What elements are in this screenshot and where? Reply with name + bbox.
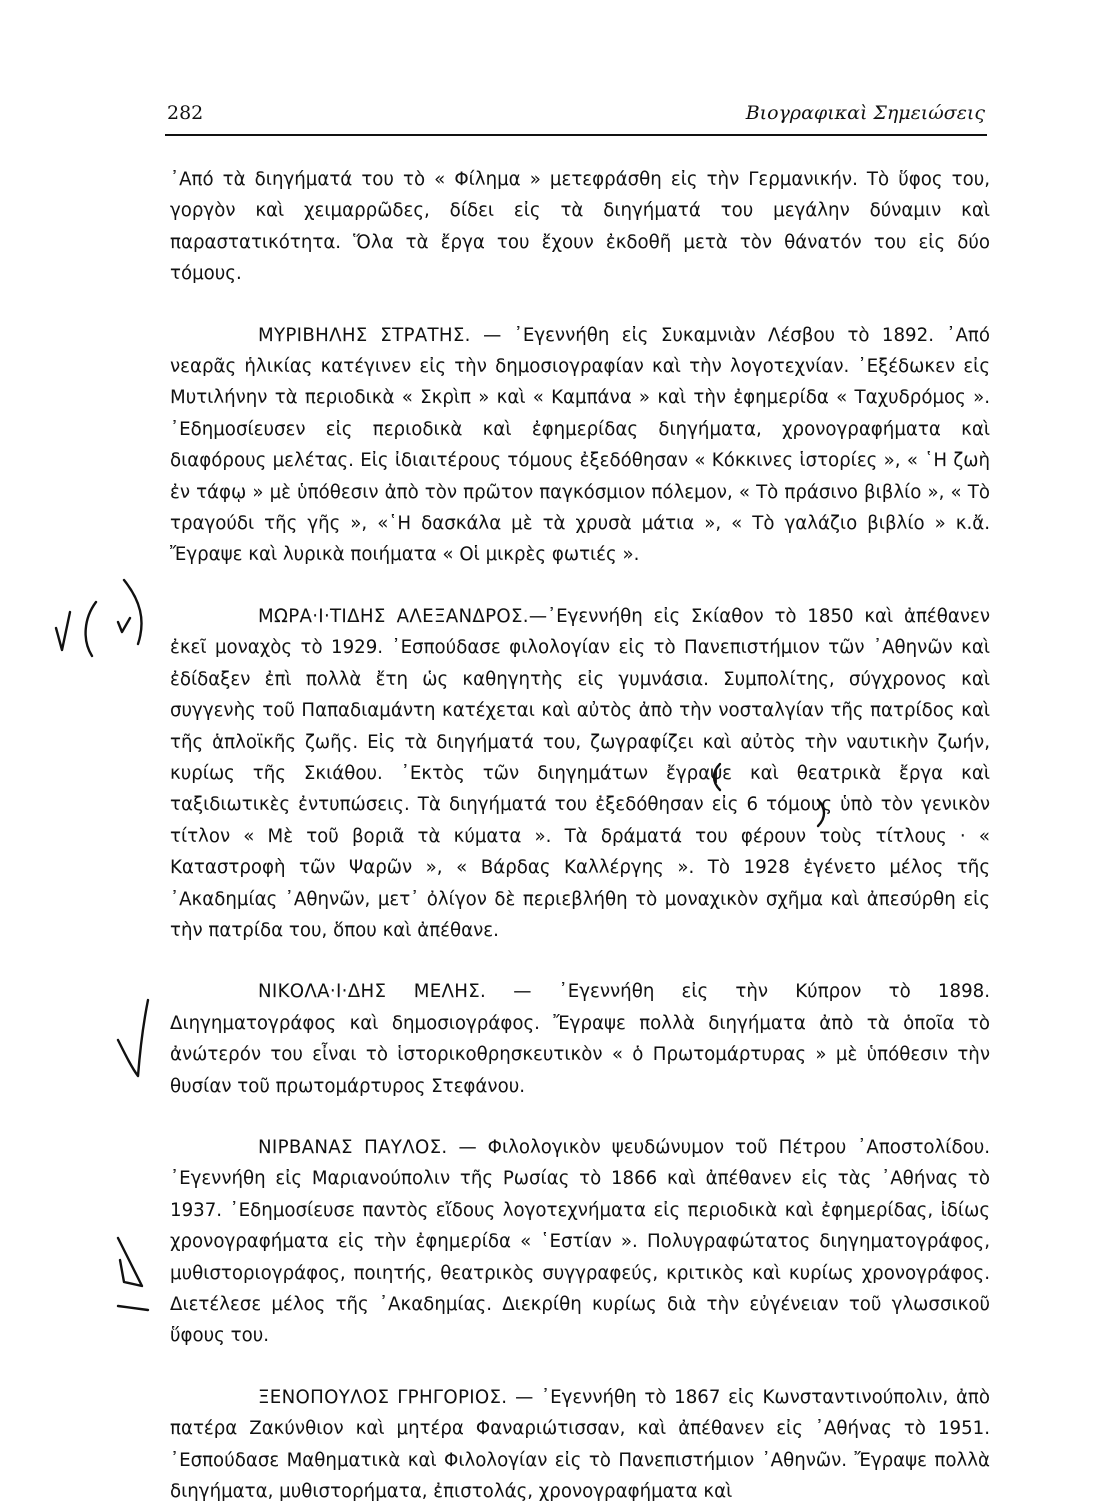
entry-name: ΝΙΚΟΛΑ·Ι·ΔΗΣ ΜΕΛΗΣ. bbox=[258, 981, 487, 1003]
entry-text: — Φιλολογικὸν ψευδώνυμον τοῦ Πέτρου ᾿Αποστολίδου. ᾿Εγεννήθη εἰς Μαριανούπολιν τῆς Ρωσίας τὸ 1866 καὶ ἀπέθανεν εἰς τὰς ᾿Αθήνας τὸ 1937. ᾿Εδημοσίευσε παντὸς εἴδους λογοτεχνήματα εἰς περιοδικὰ καὶ ἐφημερίδας, ἰδίως χρονογραφήματα εἰς τὴν ἐφημερίδα « ῾Εστίαν ». Πολυγραφώτατος διηγηματογράφος, μυθιστοριογράφος, ποιητής, θεατρικὸς συγγραφεύς, κριτικὸς καὶ κυρίως χρονογράφος. Διετέλεσε μέλος τῆς ᾿Ακαδημίας. Διεκρίθη κυρίως διὰ τὴν εὐγένειαν τοῦ γλωσσικοῦ ὕφους του. bbox=[170, 1136, 991, 1347]
entry-moraitidis bbox=[170, 601, 990, 946]
entry-text: — ᾿Εγεννήθη τὸ 1867 εἰς Κωνσταντινούπολιν, ἀπὸ πατέρα Ζακύνθιον καὶ μητέρα Φαναριώτισσαν, καὶ ἀπέθανεν εἰς ᾿Αθήνας τὸ 1951. ᾿Εσπούδασε Μαθηματικὰ καὶ Φιλολογίαν εἰς τὸ Πανεπιστήμιον ᾿Αθηνῶν. Ἔγραψε πολλὰ διηγήματα, μυθιστορήματα, ἐπιστολάς, χρονογραφήματα καὶ bbox=[170, 1386, 991, 1503]
checkmark-nirvanas bbox=[118, 1000, 148, 1076]
margin-stroke-xenopoulos bbox=[118, 1306, 148, 1310]
checkmark-xenopoulos bbox=[118, 1238, 142, 1286]
entry-myrivilis bbox=[170, 320, 990, 571]
continuation-paragraph: ᾿Από τὰ διηγήματά του τὸ « Φίλημα » μετεφράσθη εἰς τὴν Γερμανικήν. Τὸ ὕφος του, γοργὸν καὶ χειμαρρῶδες, δίδει εἰς τὰ διηγήματά του μεγάλην δύναμιν καὶ παραστατικότητα. Ὅλα τὰ ἔργα του ἔχουν ἐκδοθῆ μετὰ τὸν θάνατόν του εἰς δύο τόμους. bbox=[170, 169, 990, 285]
body-text bbox=[170, 164, 990, 1507]
bracket-right bbox=[124, 580, 142, 644]
entry-name: ΜΥΡΙΒΗΛΗΣ ΣΤΡΑΤΗΣ. bbox=[258, 324, 471, 346]
entry-name: ΝΙΡΒΑΝΑΣ ΠΑΥΛΟΣ. bbox=[258, 1136, 448, 1158]
entry-name: ΞΕΝΟΠΟΥΛΟΣ ΓΡΗΓΟΡΙΟΣ. bbox=[258, 1386, 508, 1408]
bracket-left bbox=[86, 602, 96, 656]
page-number: 282 bbox=[167, 102, 204, 124]
page-header bbox=[165, 100, 987, 136]
entry-text: — ᾿Εγεννήθη εἰς Συκαμνιὰν Λέσβου τὸ 1892. ᾿Από νεαρᾶς ἡλικίας κατέγινεν εἰς τὴν δημοσιογραφίαν καὶ τὴν λογοτεχνίαν. ᾿Εξέδωκεν εἰς Μυτιλήνην τὰ περιοδικὰ « Σκρὶπ » καὶ « Καμπάνα » καὶ τὴν ἐφημερίδα « Ταχυδρόμος ». ᾿Εδημοσίευσεν εἰς περιοδικὰ καὶ ἐφημερίδας διηγήματα, χρονογραφήματα καὶ διαφόρους μελέτας. Εἰς ἰδιαιτέρους τόμους ἐξεδόθησαν « Κόκκινες ἱστορίες », « ῾Η ζωὴ ἐν τάφῳ » μὲ ὑπόθεσιν ἀπὸ τὸν πρῶτον παγκόσμιον πόλεμον, « Τὸ πράσινο βιβλίο », « Τὸ τραγούδι τῆς γῆς », «῾Η δασκάλα μὲ τὰ χρυσὰ μάτια », « Τὸ γαλάζιο βιβλίο » κ.ἄ. Ἔγραψε καὶ λυρικὰ ποιήματα « Οἱ μικρὲς φωτιές ». bbox=[170, 324, 990, 566]
bracket-tick bbox=[118, 618, 130, 632]
entry-text: —᾿Εγεννήθη εἰς Σκίαθον τὸ 1850 καὶ ἀπέθανεν ἐκεῖ μοναχὸς τὸ 1929. ᾿Εσπούδασε φιλολογίαν εἰς τὸ Πανεπιστήμιον τῶν ᾿Αθηνῶν καὶ ἐδίδαξεν ἐπὶ πολλὰ ἔτη ὡς καθηγητὴς εἰς γυμνάσια. Συμπολίτης, σύγχρονος καὶ συγγενὴς τοῦ Παπαδιαμάντη κατέχεται καὶ αὐτὸς ἀπὸ τὴν νοσταλγίαν τῆς πατρίδος καὶ τῆς ἁπλοϊκῆς ζωῆς. Εἰς τὰ διηγήματά του, ζωγραφίζει καὶ αὐτὸς τὴν ναυτικὴν ζωήν, κυρίως τῆς Σκιάθου. ᾿Εκτὸς τῶν διηγημάτων ἔγραψε καὶ θεατρικὰ ἔργα καὶ ταξιδιωτικὲς ἐντυπώσεις. Τὰ διηγήματά του ἐξεδόθησαν εἰς 6 τόμους ὑπὸ τὸν γενικὸν τίτλον « Μὲ τοῦ βοριᾶ τὰ κύματα ». Τὰ δράματά του φέρουν τοὺς τίτλους · « Καταστροφὴ τῶν Ψαρῶν », « Βάρδας Καλλέργης ». Τὸ 1928 ἐγένετο μέλος τῆς ᾿Ακαδημίας ᾿Αθηνῶν, μετ᾿ ὀλίγον δὲ περιεβλήθη τὸ μοναχικὸν σχῆμα καὶ ἀπεσύρθη εἰς τὴν πατρίδα του, ὅπου καὶ ἀπέθανε. bbox=[170, 605, 990, 941]
entry-nirvanas bbox=[170, 1132, 990, 1352]
entry-name: ΜΩΡΑ·Ι·ΤΙΔΗΣ ΑΛΕΞΑΝΔΡΟΣ. bbox=[258, 605, 529, 627]
running-title: Βιογραφικαὶ Σημειώσεις bbox=[745, 102, 985, 124]
checkmark-moraitidis bbox=[56, 612, 70, 650]
entry-text: — ᾿Εγεννήθη εἰς τὴν Κύπρον τὸ 1898. Διηγηματογράφος καὶ δημοσιογράφος. Ἔγραψε πολλὰ διηγήματα ἀπὸ τὰ ὁποῖα τὸ ἀνώτερόν του εἶναι τὸ ἱστορικοθρησκευτικὸν « ὁ Πρωτομάρτυρας » μὲ ὑπόθεσιν τὴν θυσίαν τοῦ πρωτομάρτυρος Στεφάνου. bbox=[170, 981, 991, 1097]
entry-nikolaidis bbox=[170, 976, 990, 1102]
entry-xenopoulos bbox=[170, 1382, 990, 1507]
